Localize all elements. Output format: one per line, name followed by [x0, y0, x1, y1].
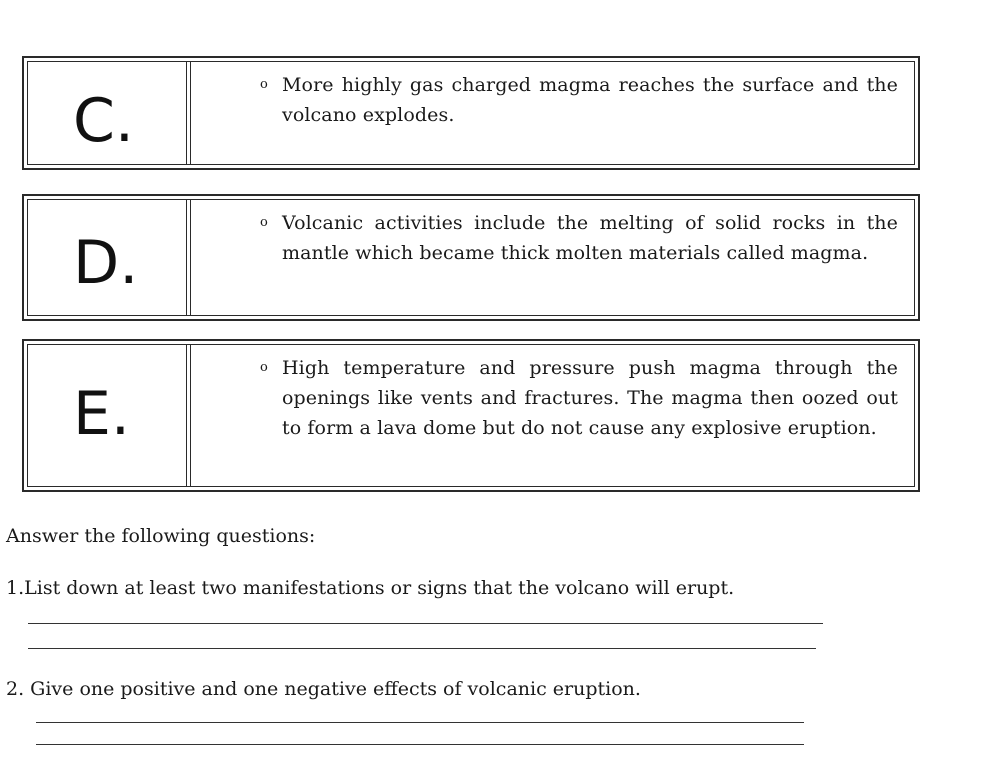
statement-c: More highly gas charged magma reaches the surface and the volcano explodes. — [282, 74, 898, 126]
answer-line-1b[interactable] — [28, 648, 816, 649]
letter-cell-c — [27, 61, 191, 165]
answer-line-2a[interactable] — [36, 722, 804, 723]
question-2: 2. Give one positive and one negative effects of volcanic eruption. — [6, 678, 641, 700]
bullet-icon: o — [260, 215, 268, 230]
statement-e: High temperature and pressure push magma through the openings like vents and fractures. The magma then oozed out to form a lava dome but do not cause any explosive eruption. — [282, 357, 898, 439]
letter-e: E. — [73, 379, 130, 449]
row-e — [22, 339, 920, 492]
letter-cell-e — [27, 344, 191, 487]
answer-line-1a[interactable] — [28, 623, 823, 624]
letter-c: C. — [73, 86, 134, 156]
letter-d: D. — [73, 228, 139, 298]
questions-heading: Answer the following questions: — [6, 525, 316, 547]
bullet-icon: o — [260, 360, 268, 375]
row-d — [22, 194, 920, 321]
answer-line-2b[interactable] — [36, 744, 804, 745]
statement-d: Volcanic activities include the melting of solid rocks in the mantle which became thick molten materials called magma. — [282, 212, 898, 264]
question-1: 1.List down at least two manifestations or signs that the volcano will erupt. — [6, 577, 735, 599]
row-c — [22, 56, 920, 170]
letter-cell-d — [27, 199, 191, 316]
bullet-icon: o — [260, 77, 268, 92]
